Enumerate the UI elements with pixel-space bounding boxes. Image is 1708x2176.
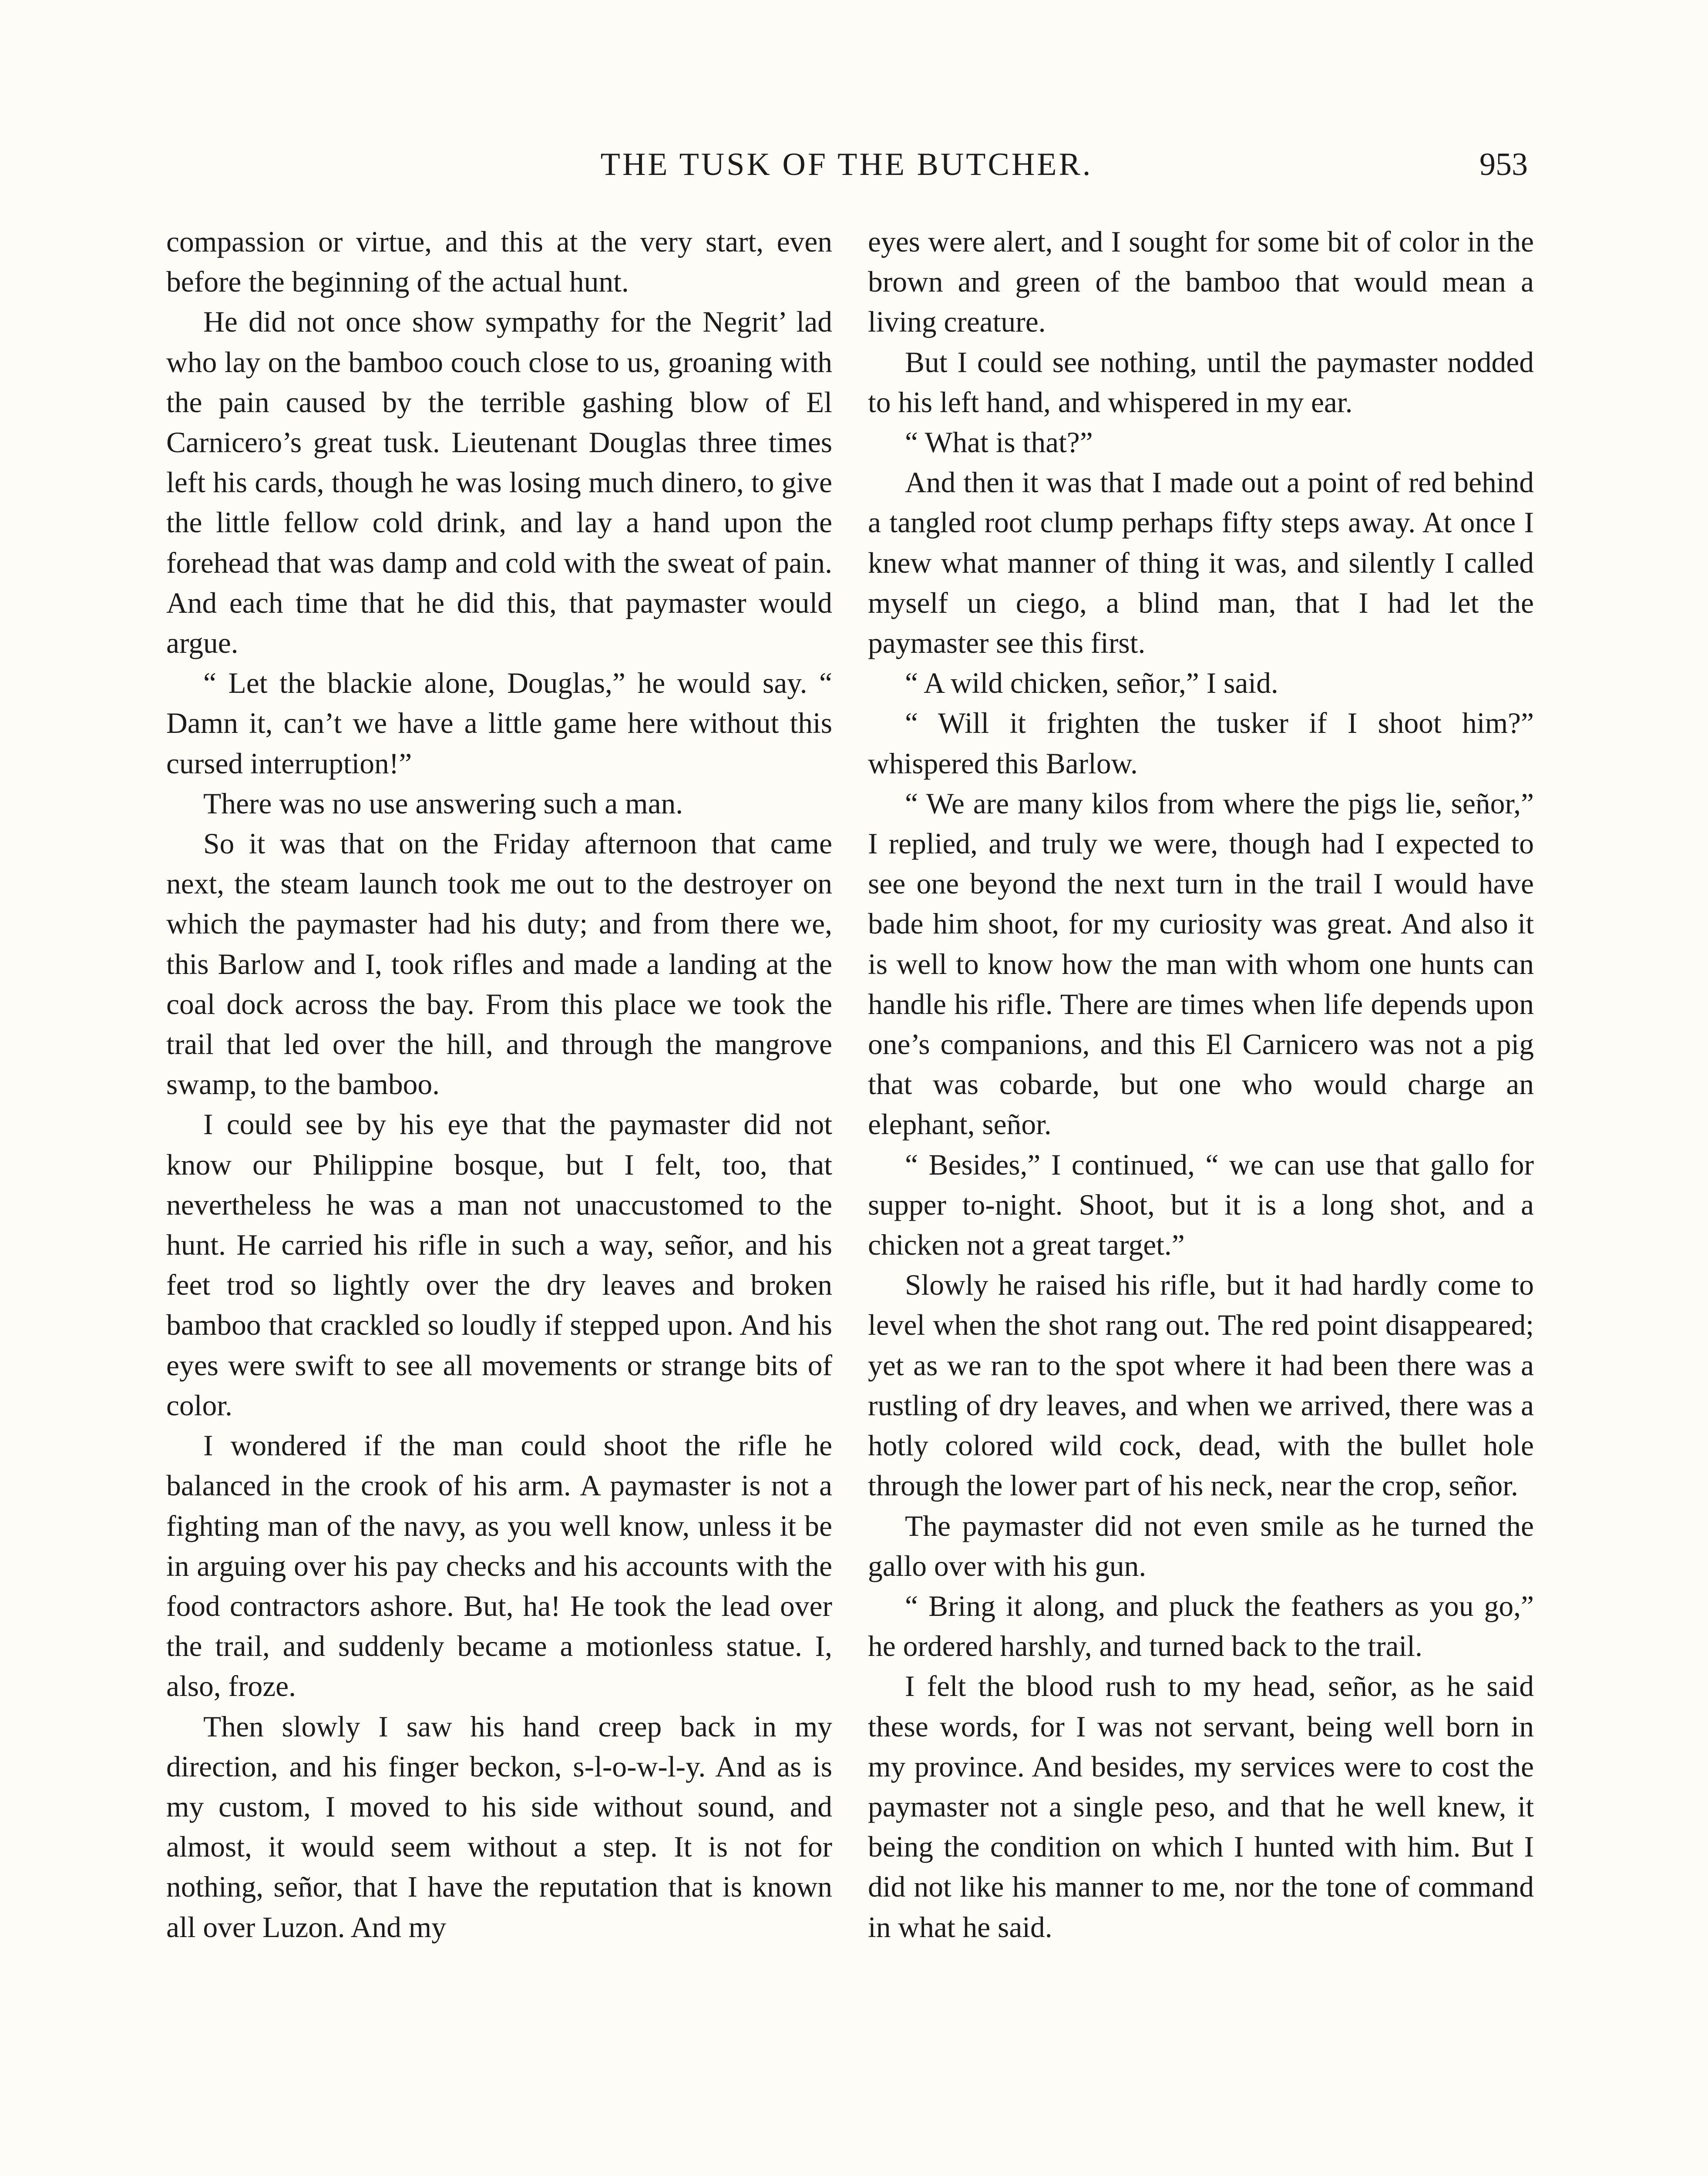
paragraph: “ Bring it along, and pluck the feathers as you go,” he ordered harshly, and turned back to the trail.	[868, 1589, 1534, 1663]
paragraph: There was no use answering such a man.	[203, 787, 683, 820]
paragraph: “ What is that?”	[905, 426, 1093, 459]
paragraph: Then slowly I saw his hand creep back in my direction, and his finger beckon, s-l-o-w-l-y. And as is my custom, I moved to his side without sound, and almost, it would seem without a step. It is not for nothing, señor, that I have the reputation that is known all over Luzon. And my	[166, 1710, 832, 1944]
paragraph: Slowly he raised his rifle, but it had hardly come to level when the shot rang out. The red point disappeared; yet as we ran to the spot where it had been there was a rustling of dry leaves, and when we arrived, there was a hotly colored wild cock, dead, with the bullet hole through the lower part of his neck, near the crop, señor.	[868, 1269, 1534, 1502]
paragraph: eyes were alert, and I sought for some bit of color in the brown and green of the bamboo that would mean a living creature.	[868, 225, 1534, 339]
page-number: 953	[1479, 147, 1528, 182]
paragraph: So it was that on the Friday afternoon that came next, the steam launch took me out to the destroyer on which the paymaster had his duty; and from there we, this Barlow and I, took rifles and made a landing at the coal dock across the bay. From this place we took the trail that led over the hill, and through the mangrove swamp, to the bamboo.	[166, 827, 832, 1101]
paragraph: “ Let the blackie alone, Douglas,” he would say. “ Damn it, can’t we have a little game here without this cursed interruption!”	[166, 667, 832, 780]
right-column	[868, 222, 1534, 1948]
left-column	[166, 222, 832, 1948]
paragraph: “ Will it frighten the tusker if I shoot him?” whispered this Barlow.	[868, 707, 1534, 780]
paragraph: He did not once show sympathy for the Negrit’ lad who lay on the bamboo couch close to us, groaning with the pain caused by the terrible gashing blow of El Carnicero’s great tusk. Lieutenant Douglas three times left his cards, though he was losing much dinero, to give the little fellow cold drink, and lay a hand upon the forehead that was damp and cold with the sweat of pain. And each time that he did this, that paymaster would argue.	[166, 306, 832, 660]
paragraph: But I could see nothing, until the paymaster nodded to his left hand, and whispered in my ear.	[868, 346, 1534, 419]
paragraph: “ Besides,” I continued, “ we can use that gallo for supper to-night. Shoot, but it is a long shot, and a chicken not a great target.”	[868, 1148, 1534, 1262]
running-title: THE TUSK OF THE BUTCHER.	[600, 147, 1093, 182]
paragraph: “ We are many kilos from where the pigs lie, señor,” I replied, and truly we were, though had I expected to see one beyond the next turn in the trail I would have bade him shoot, for my curiosity was great. And also it is well to know how the man with whom one hunts can handle his rifle. There are times when life depends upon one’s companions, and this El Carnicero was not a pig that was cobarde, but one who would charge an elephant, señor.	[868, 787, 1534, 1141]
paragraph: I could see by his eye that the paymaster did not know our Philippine bosque, but I felt, too, that nevertheless he was a man not unaccustomed to the hunt. He carried his rifle in such a way, señor, and his feet trod so lightly over the dry leaves and broken bamboo that crackled so loudly if stepped upon. And his eyes were swift to see all movements or strange bits of color.	[166, 1108, 832, 1422]
paragraph: I wondered if the man could shoot the rifle he balanced in the crook of his arm. A paymaster is not a fighting man of the navy, as you well know, unless it be in arguing over his pay checks and his accounts with the food contractors ashore. But, ha! He took the lead over the trail, and suddenly became a motionless statue. I, also, froze.	[166, 1429, 832, 1703]
paragraph: I felt the blood rush to my head, señor, as he said these words, for I was not servant, being well born in my province. And besides, my services were to cost the paymaster not a single peso, and that he well knew, it being the condition on which I hunted with him. But I did not like his manner to me, nor the tone of command in what he said.	[868, 1670, 1534, 1944]
paragraph: “ A wild chicken, señor,” I said.	[905, 667, 1278, 700]
paragraph: The paymaster did not even smile as he turned the gallo over with his gun.	[868, 1509, 1534, 1582]
paragraph: compassion or virtue, and this at the very start, even before the beginning of the actual hunt.	[166, 225, 832, 299]
page-header	[165, 138, 1528, 191]
paragraph: And then it was that I made out a point of red behind a tangled root clump perhaps fifty steps away. At once I knew what manner of thing it was, and silently I called myself un ciego, a blind man, that I had let the paymaster see this first.	[868, 466, 1534, 660]
